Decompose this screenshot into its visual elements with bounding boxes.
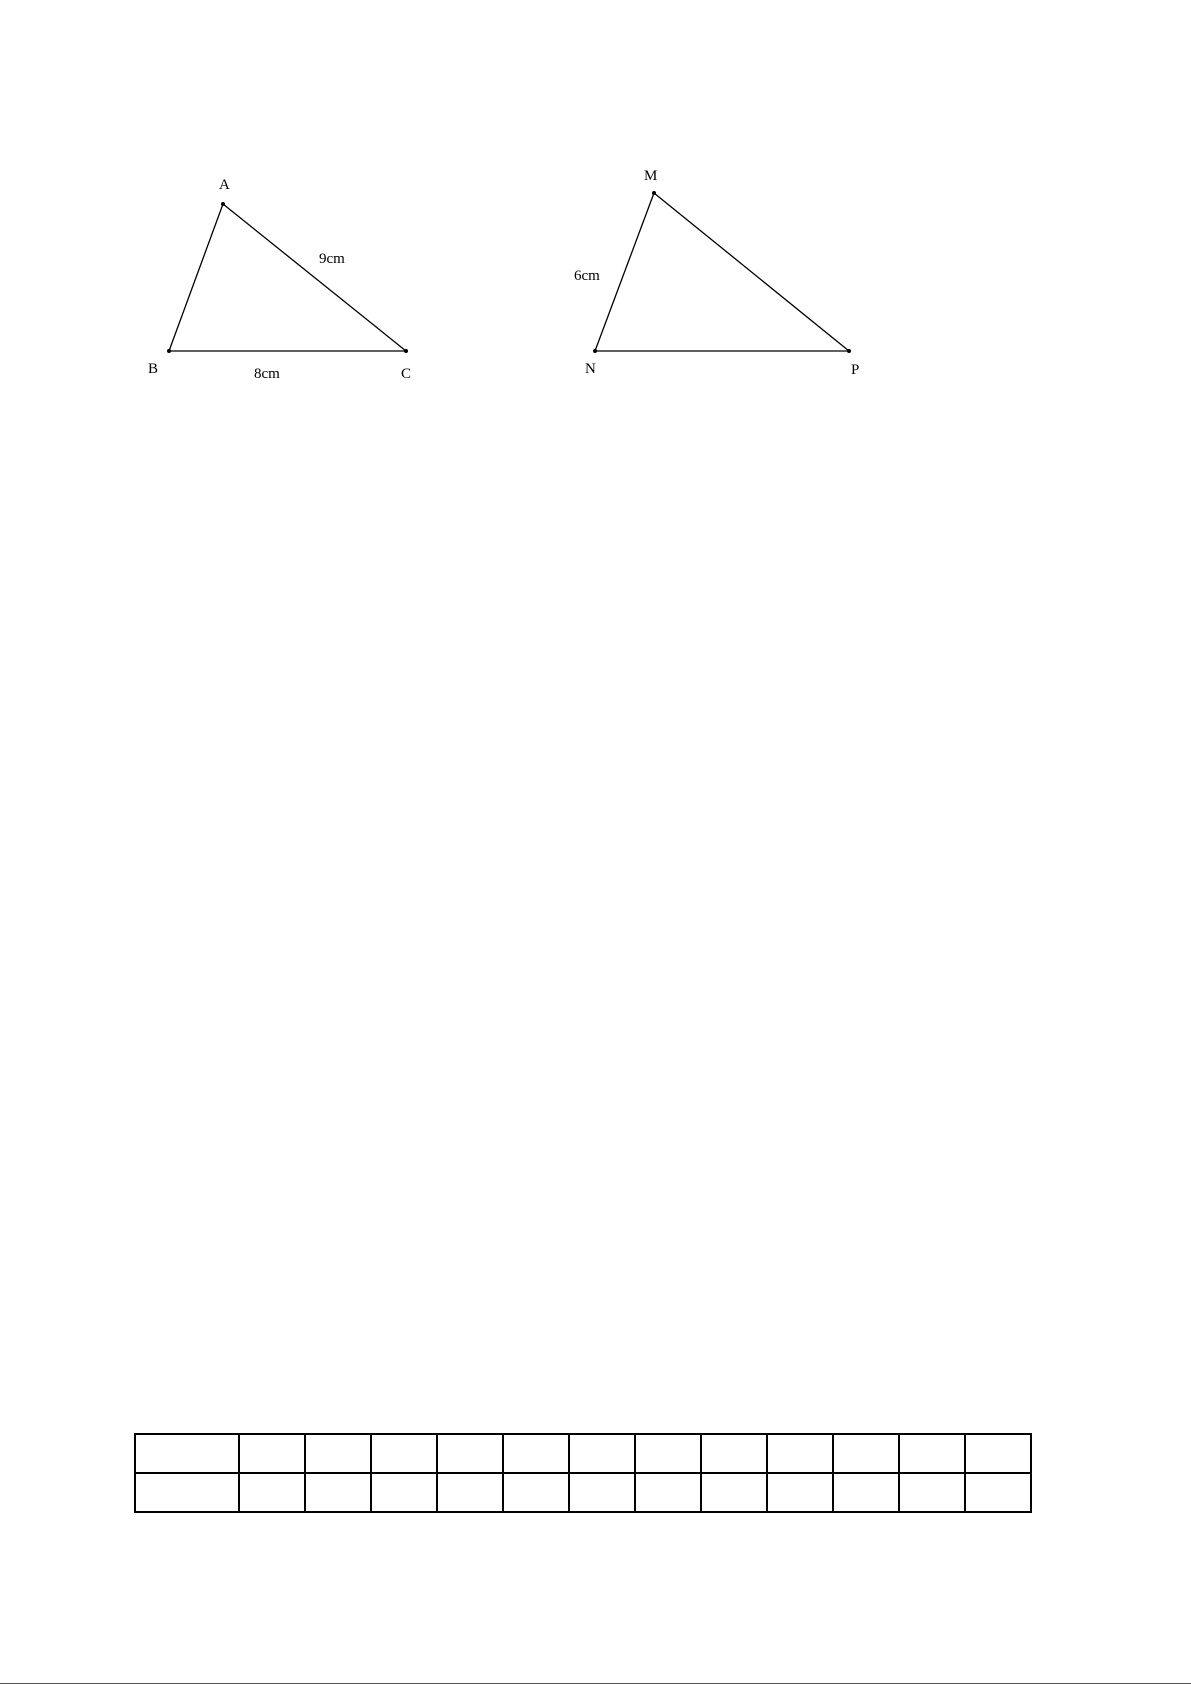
grid-cell	[371, 1434, 437, 1473]
vertex-b-label: B	[148, 361, 159, 377]
grid-row-header-cell	[135, 1473, 239, 1512]
side-ab	[169, 204, 223, 351]
grid-cell	[437, 1434, 503, 1473]
grid-cell	[833, 1434, 899, 1473]
grid-cell	[965, 1434, 1031, 1473]
grid-cell	[305, 1434, 371, 1473]
vertex-p-label: P	[851, 362, 860, 378]
grid-cell	[437, 1473, 503, 1512]
grid-cell	[767, 1434, 833, 1473]
grid-row	[135, 1473, 1031, 1512]
vertex-c-dot	[404, 349, 408, 353]
grid-cell	[569, 1473, 635, 1512]
grid-cell	[239, 1434, 305, 1473]
grid-cell	[635, 1434, 701, 1473]
vertex-n-dot	[593, 349, 597, 353]
answer-grid	[134, 1433, 1032, 1513]
vertex-a-label: A	[219, 177, 230, 193]
grid-cell	[833, 1473, 899, 1512]
vertex-c-label: C	[401, 366, 412, 382]
grid-row-header-cell	[135, 1434, 239, 1473]
grid-cell	[503, 1473, 569, 1512]
side-ac-length: 9cm	[319, 251, 345, 267]
vertex-a-dot	[221, 202, 225, 206]
side-mn-length: 6cm	[574, 268, 600, 284]
grid-cell	[239, 1473, 305, 1512]
triangle-abc	[148, 177, 411, 382]
vertex-b-dot	[167, 349, 171, 353]
grid-cell	[701, 1473, 767, 1512]
side-ac	[223, 204, 406, 351]
grid-cell	[965, 1473, 1031, 1512]
grid-row	[135, 1434, 1031, 1473]
vertex-p-dot	[847, 349, 851, 353]
triangle-diagram	[0, 0, 1191, 420]
grid-cell	[635, 1473, 701, 1512]
side-bc-length: 8cm	[254, 366, 280, 382]
grid-cell	[899, 1434, 965, 1473]
answer-grid-body	[135, 1434, 1031, 1512]
vertex-n-label: N	[585, 361, 596, 377]
grid-cell	[701, 1434, 767, 1473]
grid-cell	[371, 1473, 437, 1512]
grid-cell	[305, 1473, 371, 1512]
grid-cell	[899, 1473, 965, 1512]
grid-cell	[569, 1434, 635, 1473]
page-bottom-rule	[0, 1683, 1191, 1684]
side-mn	[595, 193, 654, 351]
triangle-mnp	[574, 168, 859, 378]
grid-cell	[767, 1473, 833, 1512]
grid-cell	[503, 1434, 569, 1473]
side-mp	[654, 193, 849, 351]
vertex-m-label: M	[644, 168, 658, 184]
vertex-m-dot	[652, 191, 656, 195]
